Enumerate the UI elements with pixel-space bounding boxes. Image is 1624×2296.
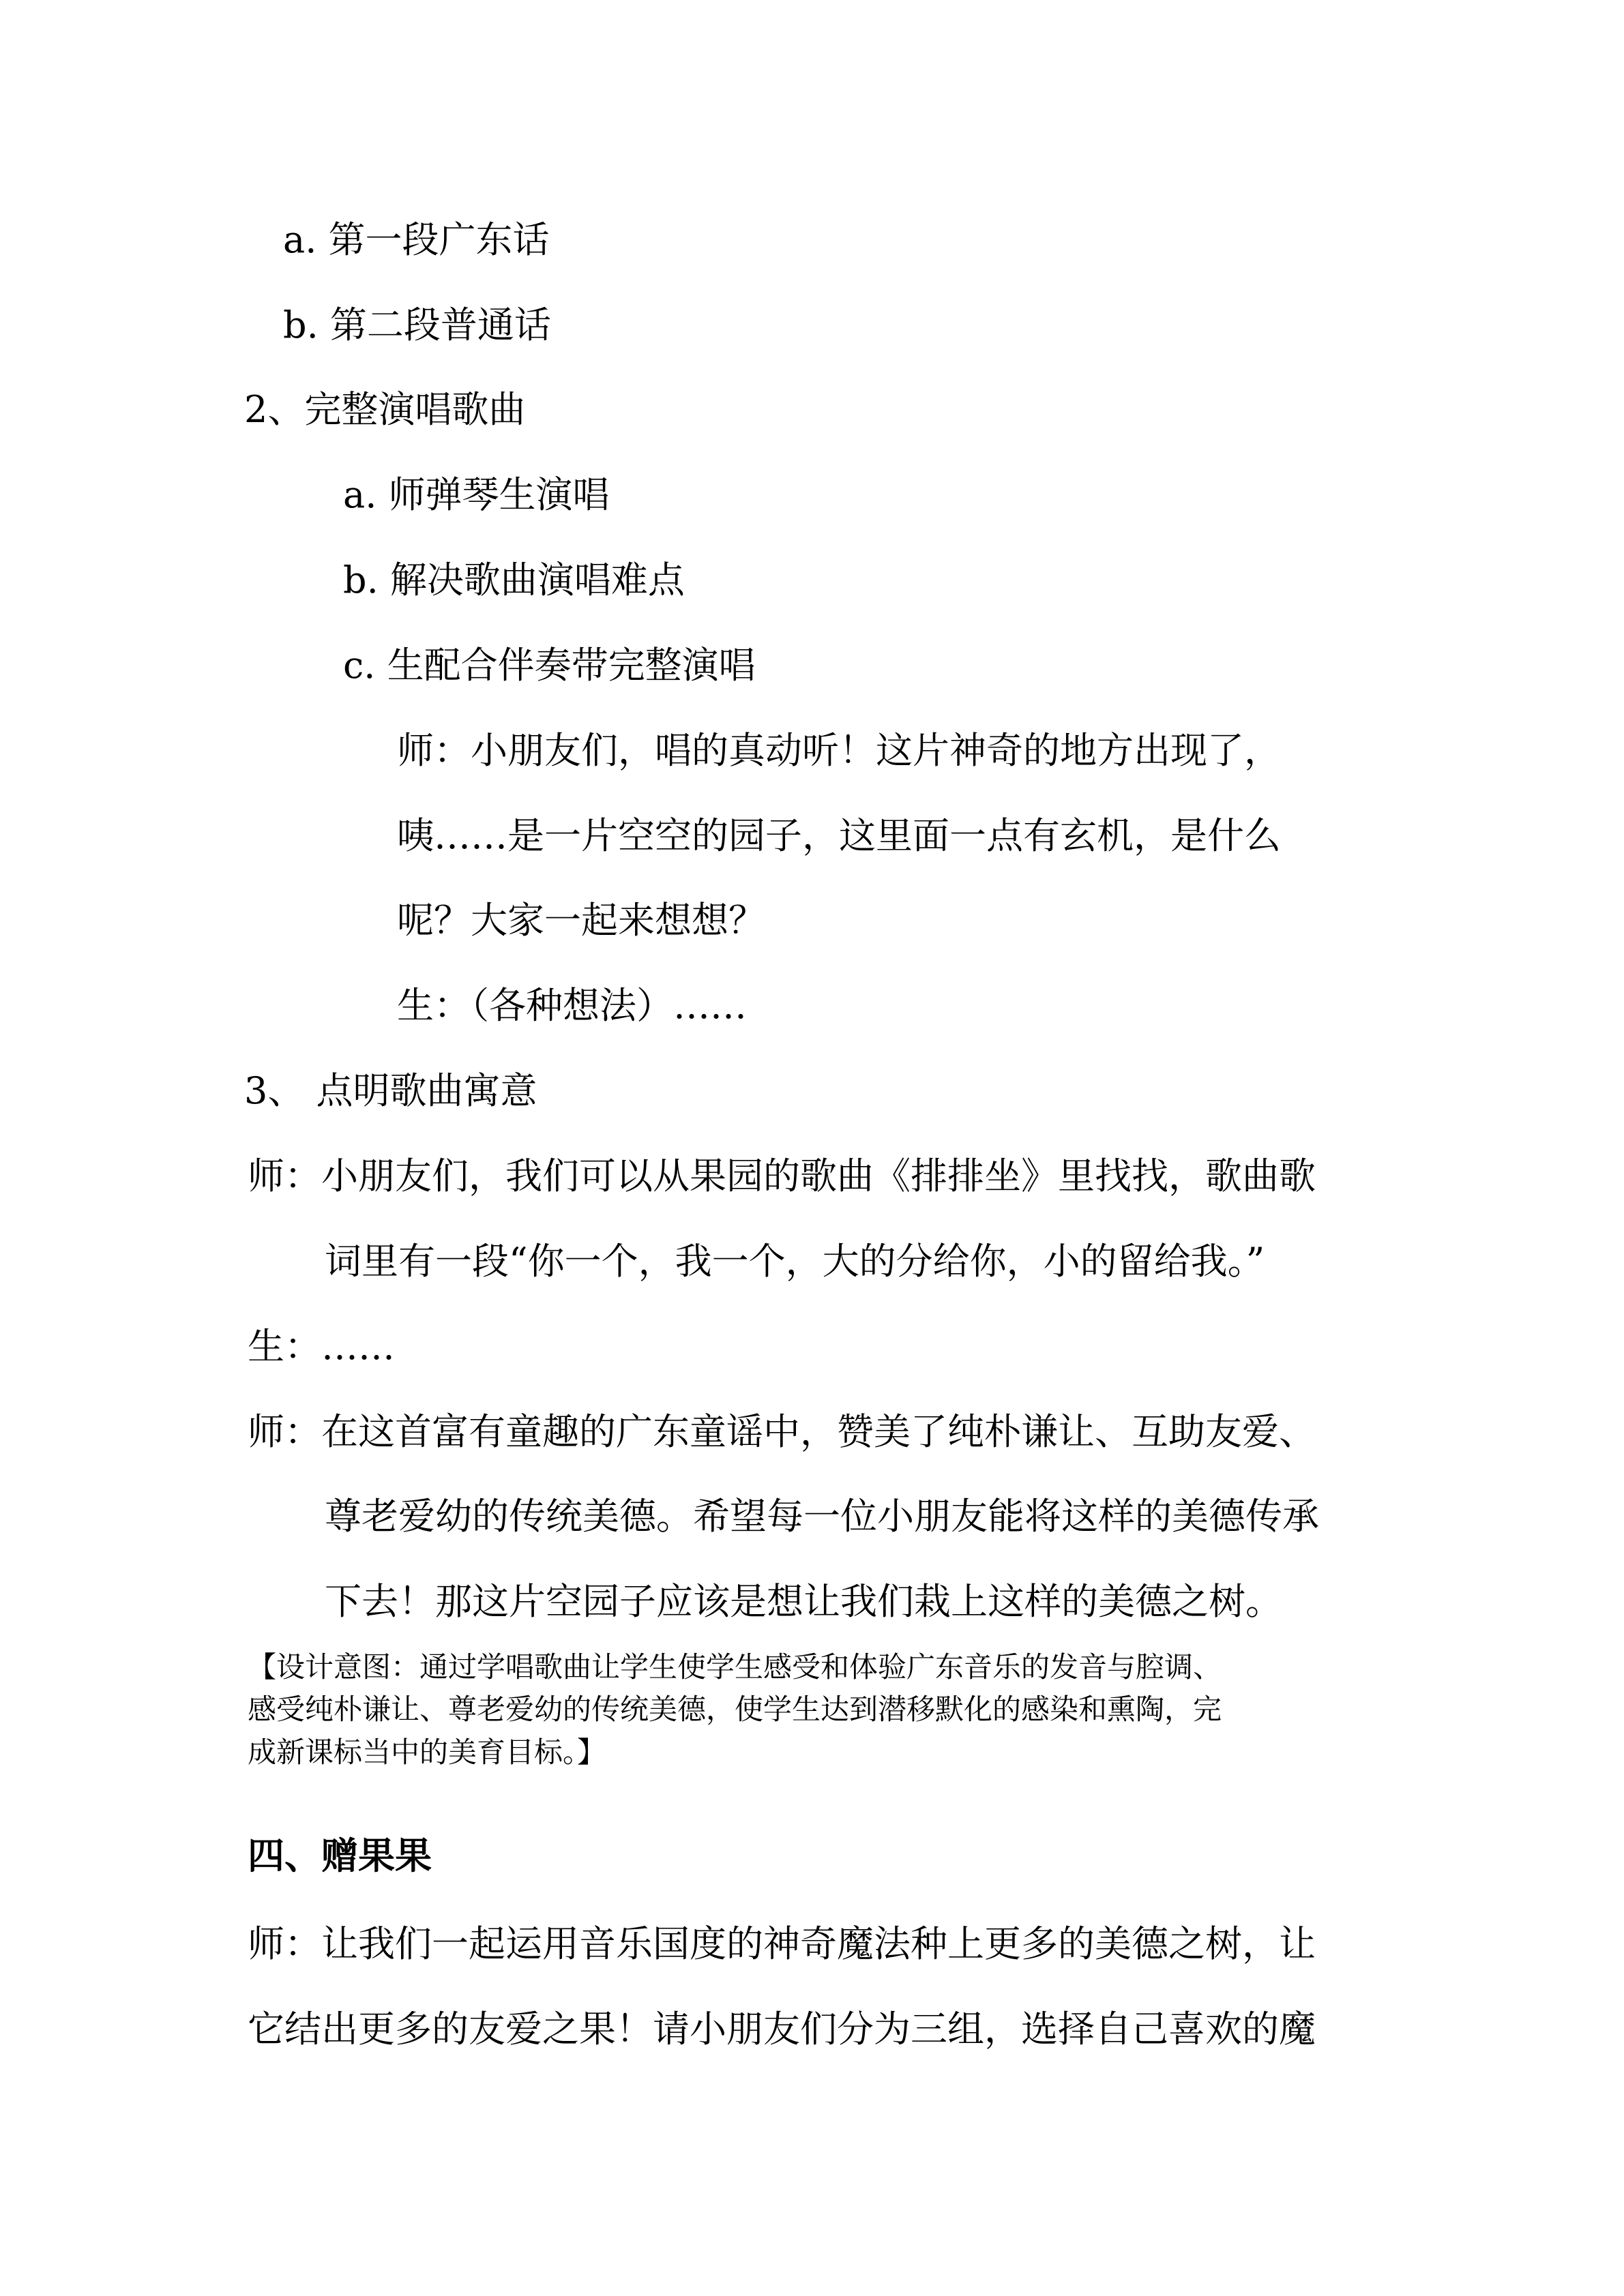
teacher-virtue-line-2: 尊老爱幼的传统美德。希望每一位小朋友能将这样的美德传承: [325, 1495, 1319, 1538]
student-response-ideas: 生：（各种想法）……: [397, 984, 747, 1027]
design-note-line-1: 【设计意图：通过学唱歌曲让学生使学生感受和体验广东音乐的发音与腔调、: [248, 1650, 1222, 1684]
closing-line-2: 它结出更多的友爱之果！请小朋友们分为三组，选择自己喜欢的魔: [248, 2008, 1316, 2051]
step-heading-full-singing: 2、完整演唱歌曲: [244, 388, 526, 431]
closing-line-1: 师：让我们一起运用音乐国度的神奇魔法种上更多的美德之树，让: [248, 1922, 1316, 1965]
student-response: 生：……: [248, 1325, 395, 1368]
list-item-mandarin: b. 第二段普通话: [283, 303, 551, 346]
teacher-dialogue-line-2: 咦……是一片空空的园子，这里面一点有玄机，是什么: [397, 814, 1281, 857]
list-item-teacher-piano: a. 师弹琴生演唱: [343, 473, 610, 516]
design-note-line-3: 成新课标当中的美育目标。】: [248, 1735, 606, 1769]
list-item-difficulties: b. 解决歌曲演唱难点: [343, 558, 685, 601]
step-heading-meaning: 3、 点明歌曲寓意: [244, 1069, 537, 1112]
teacher-dialogue-line-3: 呢？大家一起来想想？: [397, 899, 765, 942]
teacher-dialogue-line-1: 师：小朋友们，唱的真动听！这片神奇的地方出现了，: [397, 729, 1281, 772]
teacher-dialogue-song-line-1: 师：小朋友们，我们可以从果园的歌曲《排排坐》里找找，歌曲歌: [248, 1154, 1316, 1197]
teacher-dialogue-song-line-2: 词里有一段“你一个，我一个，大的分给你，小的留给我。”: [325, 1240, 1265, 1283]
teacher-virtue-line-1: 师：在这首富有童趣的广东童谣中，赞美了纯朴谦让、互助友爱、: [248, 1410, 1316, 1453]
list-item-cantonese: a. 第一段广东话: [283, 218, 550, 261]
section-heading: 四、赠果果: [248, 1834, 432, 1877]
list-item-accompaniment: c. 生配合伴奏带完整演唱: [343, 644, 756, 687]
design-note-line-2: 感受纯朴谦让、尊老爱幼的传统美德，使学生达到潜移默化的感染和熏陶，完: [248, 1693, 1222, 1726]
teacher-virtue-line-3: 下去！那这片空园子应该是想让我们栽上这样的美德之树。: [325, 1580, 1282, 1623]
